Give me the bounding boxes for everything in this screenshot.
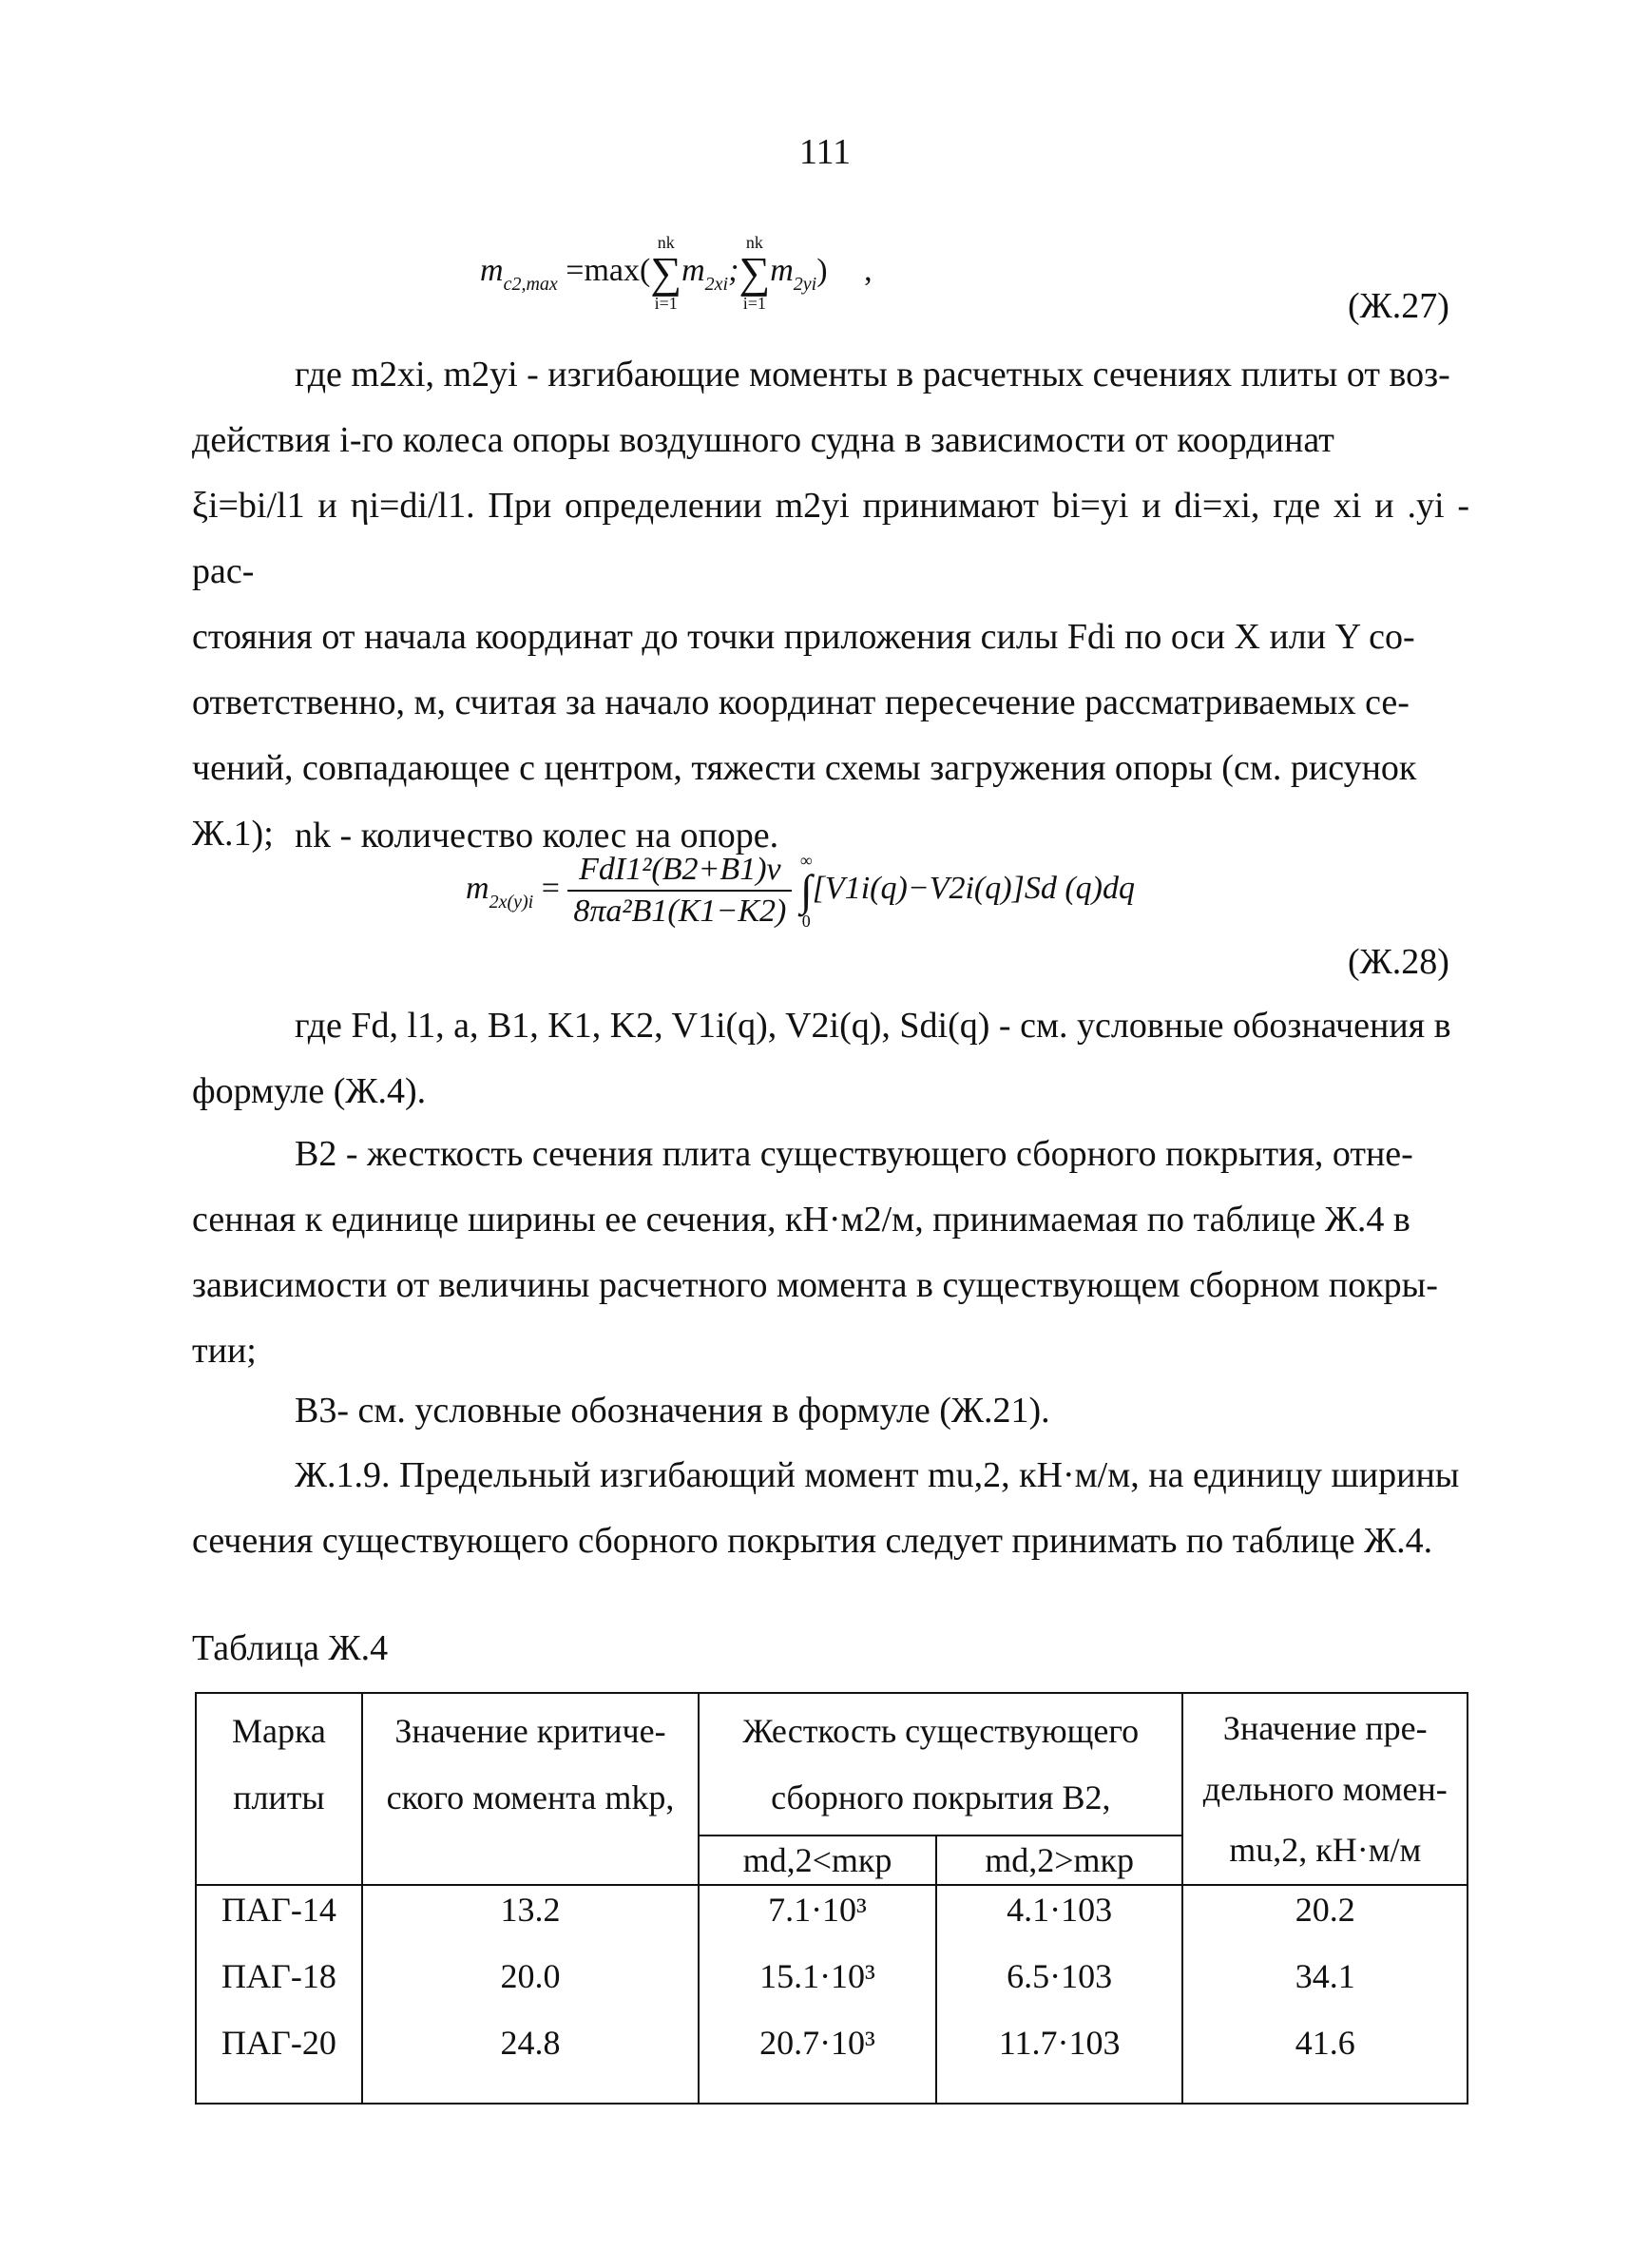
- cell-mark: ПАГ-18: [196, 1952, 362, 2019]
- table-header-row: [196, 1693, 1468, 1836]
- table-caption: Таблица Ж.4: [192, 1628, 389, 1668]
- page-number: 111: [798, 132, 852, 172]
- paragraph-b2: B2 - жесткость сечения плита существующего сборного покрытия, отне- сенная к единице ширины ее сечения, кН·м2/м, принимаемая по таблице Ж.4 в зависимости от величины расчетного момента в существующем сборном покры- тии;: [192, 1134, 1438, 1371]
- paragraph-zh-1-9: Ж.1.9. Предельный изгибающий момент mu,2, кН·м/м, на единицу ширины сечения существующего сборного покрытия следует принимать по таблице Ж.4.: [192, 1455, 1460, 1561]
- eq27-term1: m: [681, 252, 705, 288]
- equation-label-zh27: (Ж.27): [1348, 286, 1449, 326]
- eq27-sum1: nk ∑ i=1: [650, 233, 682, 313]
- paragraph-see-symbols: где Fd, l1, a, B1, K1, K2, V1i(q), V2i(q), Sdi(q) - см. условные обозначения в формуле (Ж.4).: [192, 1006, 1451, 1111]
- cell-mu: 34.1: [1182, 1952, 1468, 2019]
- cell-mkp: 13.2: [362, 1885, 699, 1952]
- table-row: [196, 1952, 1468, 2019]
- cell-mkp: 24.8: [362, 2019, 699, 2104]
- eq27-term2: m: [770, 252, 794, 288]
- paragraph-where-moments: где m2xi, m2yi - изгибающие моменты в расчетных сечениях плиты от воз- действия i-го колеса опоры воздушного судна в зависимости от координат ξi=bi/l1 и ηi=di/l1. При определении m2yi принимают bi=yi и di=xi, где xi и .yi - рас- стояния от начала координат до точки приложения силы Fdi по оси X или Y со- ответственно, м, считая за начало координат пересечение рассматриваемых се- чений, совпадающее с центром, тяжести схемы загружения опоры (см. рисунок Ж.1);: [192, 355, 1469, 854]
- equation-label-zh28: (Ж.28): [1348, 942, 1449, 982]
- cell-b2-less: 20.7·10³: [699, 2019, 936, 2104]
- header-stiffness: Жесткость существующего сборного покрытия B2,: [699, 1693, 1182, 1836]
- table-zh4: [195, 1692, 1468, 2105]
- eq28-integral: ∞ ∫ 0: [799, 851, 813, 931]
- header-critical-moment: Значение критиче- ского момента mkp,: [362, 1693, 699, 1885]
- cell-b2-greater: 4.1·103: [936, 1885, 1183, 1952]
- cell-mu: 41.6: [1182, 2019, 1468, 2104]
- table-row: [196, 2019, 1468, 2104]
- header-mark: Марка плиты: [196, 1693, 362, 1885]
- cell-mkp: 20.0: [362, 1952, 699, 2019]
- header-md-less: md,2<mкр: [699, 1836, 936, 1885]
- cell-b2-greater: 6.5·103: [936, 1952, 1183, 2019]
- table-row: [196, 1885, 1468, 1952]
- eq27-max: =max(: [566, 252, 651, 288]
- cell-mark: ПАГ-20: [196, 2019, 362, 2104]
- cell-b2-less: 15.1·10³: [699, 1952, 936, 2019]
- cell-mark: ПАГ-14: [196, 1885, 362, 1952]
- eq27-lhs: m: [480, 252, 504, 288]
- cell-b2-less: 7.1·10³: [699, 1885, 936, 1952]
- header-ultimate-moment: Значение пре- дельного момен- mu,2, кН·м/м: [1182, 1693, 1468, 1885]
- paragraph-b3: B3- см. условные обозначения в формуле (Ж.21).: [295, 1391, 1050, 1431]
- eq27-lhs-sub: c2,max: [503, 273, 558, 295]
- header-md-greater: md,2>mкр: [936, 1836, 1183, 1885]
- eq28-fraction: $\frac{\text{FdI1²(B2+B1)ν}}{\text{8πa²B1(K1−K2)}}$: [567, 852, 792, 930]
- equation-zh28: $m_{2x(y)i}$ = $\frac{\text{FdI1²(B2+B1)ν}}{\text{8πa²B1(K1−K2)}}$ ∞ ∫ 0 [V1i(q)−V2i(q)]Sd (q)dq: [466, 851, 1135, 931]
- eq27-sum2: nk ∑ i=1: [739, 233, 771, 313]
- equation-zh27: $m_{c2,max} =\max$( nk ∑ i=1 $m_{2xi}$; nk ∑ i=1 $m_{2yi}$) ,: [480, 233, 873, 313]
- paragraph-nk: nk - количество колес на опоре.: [295, 816, 779, 855]
- cell-mu: 20.2: [1182, 1885, 1468, 1952]
- cell-b2-greater: 11.7·103: [936, 2019, 1183, 2104]
